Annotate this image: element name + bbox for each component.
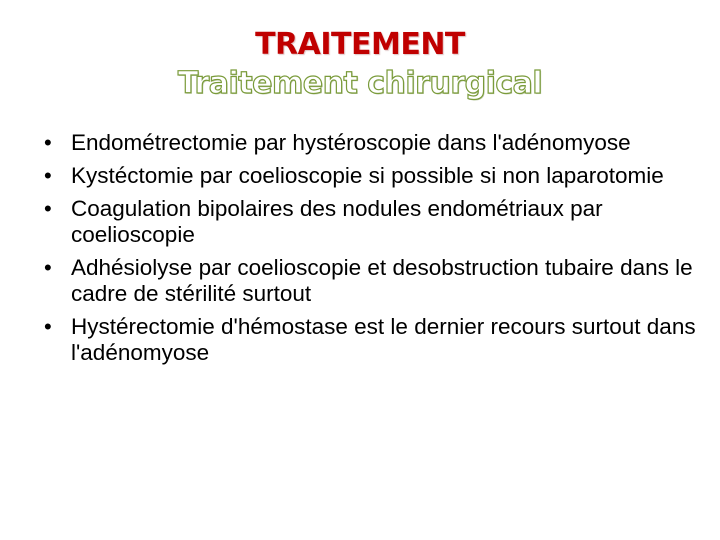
bullet-item (44, 255, 704, 307)
bullet-text: Coagulation bipolaires des nodules endométriaux par coelioscopie (71, 196, 603, 247)
bullet-icon: • (44, 255, 52, 280)
bullet-text: Kystéctomie par coelioscopie si possible si non laparotomie (71, 163, 664, 188)
bullet-item (44, 196, 704, 248)
bullet-list (44, 130, 704, 373)
bullet-icon: • (44, 196, 52, 221)
bullet-item (44, 163, 704, 189)
bullet-icon: • (44, 314, 52, 339)
slide-title: TRAITEMENT (255, 27, 465, 62)
bullet-text: Hystérectomie d'hémostase est le dernier recours surtout dans l'adénomyose (71, 314, 696, 365)
bullet-text: Endométrectomie par hystéroscopie dans l'adénomyose (71, 130, 631, 155)
slide-subtitle: Traitement chirurgical (177, 66, 543, 101)
bullet-item (44, 314, 704, 366)
bullet-text: Adhésiolyse par coelioscopie et desobstruction tubaire dans le cadre de stérilité surtout (71, 255, 693, 306)
bullet-icon: • (44, 130, 52, 155)
bullet-icon: • (44, 163, 52, 188)
title-block (0, 26, 720, 104)
bullet-item (44, 130, 704, 156)
